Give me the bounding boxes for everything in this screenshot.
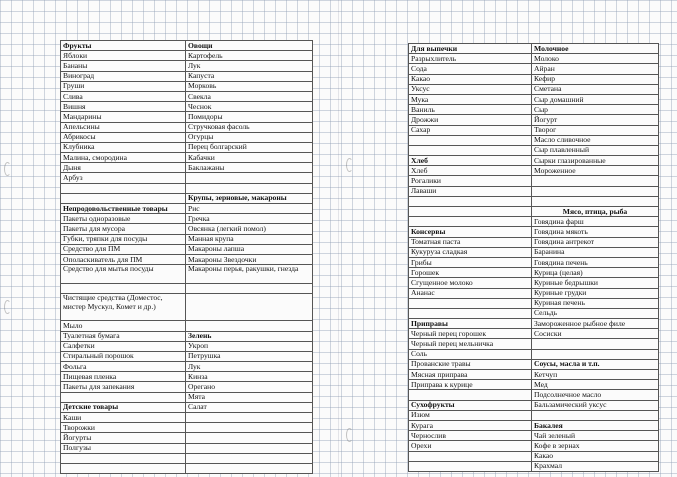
list-cell: Говядина печень [532,257,659,267]
list-cell: Горошек [409,268,532,278]
list-cell: Полгузы [61,443,186,453]
table-row [61,71,313,81]
list-cell [186,413,313,423]
list-cell: Гречка [186,214,313,224]
list-cell: Уксус [409,84,532,94]
list-cell: Арбуз [61,173,186,183]
list-cell: Творожки [61,423,186,433]
table-row [409,441,659,451]
list-cell [409,298,532,308]
table-row [409,410,659,420]
table-row [61,321,313,331]
table-row [61,372,313,382]
table-row [61,234,313,244]
table-row [409,135,659,145]
list-cell: Клубника [61,142,186,152]
list-cell: Фольга [61,362,186,372]
table-row [61,351,313,361]
list-cell: Крупы, зерновые, макароны [186,193,313,203]
table-row [409,176,659,186]
table-row [409,278,659,288]
list-cell [409,207,532,217]
table-row [409,390,659,400]
table-row [61,382,313,392]
list-cell: Пакеты для запекания [61,382,186,392]
table-row [409,115,659,125]
table-row [61,41,313,51]
list-cell: Абрикосы [61,132,186,142]
list-cell [409,451,532,461]
list-cell: Курица (целая) [532,268,659,278]
table-row [409,451,659,461]
list-cell: Ополаскиватель для ПМ [61,254,186,264]
table-row [409,268,659,278]
list-cell [186,173,313,183]
table-row [61,204,313,214]
list-cell: Макароны перья, ракушки, гнезда [186,265,313,284]
list-cell: Салат [186,402,313,412]
shopping-list-left-table [60,40,313,474]
list-cell [532,410,659,420]
list-cell: Говядина фарш [532,217,659,227]
table-row [409,329,659,339]
table-row [61,392,313,402]
list-cell: Пакеты одноразовые [61,214,186,224]
page-fold [338,0,339,477]
list-cell: Сахар [409,125,532,135]
list-cell: Прованские травы [409,359,532,369]
list-cell: Дыня [61,163,186,173]
list-cell: Черный перец горошек [409,329,532,339]
list-cell: Какао [409,74,532,84]
list-cell: Мясо, птица, рыба [532,207,659,217]
list-cell: Мыло [61,321,186,331]
list-cell: Кофе в зернах [532,441,659,451]
table-row [409,105,659,115]
table-row [61,265,313,284]
list-cell [61,392,186,402]
table-row [409,247,659,257]
list-cell: Мед [532,380,659,390]
list-cell: Фрукты [61,41,186,51]
list-cell: Рис [186,204,313,214]
list-cell: Сгущенное молоко [409,278,532,288]
table-row [61,51,313,61]
list-cell: Туалетная бумага [61,331,186,341]
table-row [61,153,313,163]
list-cell [186,183,313,193]
list-cell: Сухофрукты [409,400,532,410]
table-row [61,183,313,193]
list-cell: Ананас [409,288,532,298]
table-row [61,413,313,423]
table-row [409,84,659,94]
list-cell [186,423,313,433]
list-cell: Овощи [186,41,313,51]
table-row [409,237,659,247]
list-cell: Консервы [409,227,532,237]
list-cell: Сырки глазированные [532,156,659,166]
list-cell [186,321,313,331]
list-cell: Макароны лапша [186,244,313,254]
list-cell: Апельсины [61,122,186,132]
list-cell: Непродовольственные товары [61,204,186,214]
list-cell: Бананы [61,61,186,71]
table-row [61,112,313,122]
table-row [409,125,659,135]
list-cell [409,308,532,318]
list-cell: Дрожжи [409,115,532,125]
list-cell: Хлеб [409,156,532,166]
list-cell [61,193,186,203]
table-row [409,145,659,155]
list-cell: Айран [532,64,659,74]
list-cell: Пищевая пленка [61,372,186,382]
table-row [61,433,313,443]
table-row [61,102,313,112]
list-cell: Соусы, масла и т.п. [532,359,659,369]
list-cell: Куриные грудки [532,288,659,298]
table-row [409,217,659,227]
table-row [61,453,313,463]
list-cell: Кабачки [186,153,313,163]
table-row [409,319,659,329]
list-cell: Салфетки [61,341,186,351]
list-cell [186,433,313,443]
table-row [409,207,659,217]
table-row [61,81,313,91]
list-cell: Чернослив [409,431,532,441]
table-row [61,341,313,351]
table-row [409,370,659,380]
list-cell: Стиральный порошок [61,351,186,361]
list-cell [532,196,659,206]
table-row [409,420,659,430]
list-cell [409,390,532,400]
list-cell: Капуста [186,71,313,81]
list-cell: Малина, смородина [61,153,186,163]
list-cell: Молочное [532,44,659,54]
list-cell: Картофель [186,51,313,61]
list-cell: Соль [409,349,532,359]
list-cell: Хлеб [409,166,532,176]
table-row [61,254,313,264]
table-row [61,173,313,183]
table-row [61,91,313,101]
list-cell: Чистящие средства (Доместос, мистер Мускул, Комет и др.) [61,294,186,321]
table-row [409,461,659,471]
list-cell: Крахмал [532,461,659,471]
table-row [409,308,659,318]
list-cell: Манная крупа [186,234,313,244]
list-cell: Стручковая фасоль [186,122,313,132]
list-cell: Приправа к курице [409,380,532,390]
list-cell: Перец болгарский [186,142,313,152]
table-row [61,214,313,224]
list-cell: Укроп [186,341,313,351]
list-cell [186,453,313,463]
list-cell: Томатная паста [409,237,532,247]
table-row [409,64,659,74]
list-cell: Средство для ПМ [61,244,186,254]
table-row [409,44,659,54]
table-row [409,166,659,176]
table-row [409,196,659,206]
list-cell: Йогурт [532,115,659,125]
list-cell [61,183,186,193]
table-row [61,331,313,341]
list-cell: Ваниль [409,105,532,115]
list-cell: Говядина антрекот [532,237,659,247]
list-cell: Сметана [532,84,659,94]
list-cell: Изюм [409,410,532,420]
list-cell [61,284,186,294]
table-row [409,54,659,64]
table-row [61,284,313,294]
list-cell: Средство для мытья посуды [61,265,186,284]
list-cell: Сода [409,64,532,74]
list-cell: Лук [186,61,313,71]
list-cell: Груши [61,81,186,91]
table-row [409,94,659,104]
list-cell: Свекла [186,91,313,101]
list-cell: Чай зеленый [532,431,659,441]
list-cell: Сельдь [532,308,659,318]
list-cell: Мандарины [61,112,186,122]
list-cell: Рогалики [409,176,532,186]
list-cell: Подсолнечное масло [532,390,659,400]
list-cell [186,443,313,453]
list-cell: Сыр [532,105,659,115]
table-row [61,132,313,142]
table-row [409,380,659,390]
table-row [61,122,313,132]
list-cell: Мясная приправа [409,370,532,380]
list-cell: Помидоры [186,112,313,122]
list-cell [186,463,313,473]
table-row [61,402,313,412]
list-cell: Куриная печень [532,298,659,308]
table-row [409,298,659,308]
list-cell: Вишня [61,102,186,112]
list-cell [409,145,532,155]
list-cell [409,217,532,227]
list-cell: Замороженное рыбное филе [532,319,659,329]
list-cell: Приправы [409,319,532,329]
list-cell: Орегано [186,382,313,392]
list-cell [186,284,313,294]
list-cell: Баранина [532,247,659,257]
list-cell: Сыр домашний [532,94,659,104]
table-row [409,288,659,298]
list-cell: Мята [186,392,313,402]
list-cell: Лук [186,362,313,372]
list-cell: Губки, тряпки для посуды [61,234,186,244]
list-cell [61,453,186,463]
list-cell: Йогурты [61,433,186,443]
list-cell: Мука [409,94,532,104]
list-cell: Морковь [186,81,313,91]
table-row [409,74,659,84]
list-cell: Курага [409,420,532,430]
list-cell: Куриные бедрышки [532,278,659,288]
list-cell [409,461,532,471]
list-cell: Пакеты для мусора [61,224,186,234]
list-cell: Сосиски [532,329,659,339]
table-row [61,463,313,473]
list-cell: Кетчуп [532,370,659,380]
list-cell [61,463,186,473]
list-cell: Яблоки [61,51,186,61]
list-cell [532,349,659,359]
list-cell: Для выпечки [409,44,532,54]
table-row [61,362,313,372]
list-cell: Слива [61,91,186,101]
list-cell: Макароны Звездочки [186,254,313,264]
list-cell: Огурцы [186,132,313,142]
table-row [61,294,313,321]
list-cell: Мороженное [532,166,659,176]
table-row [61,163,313,173]
punch-hole [4,300,11,314]
punch-hole [4,162,11,176]
table-row [409,431,659,441]
list-cell: Кукуруза сладкая [409,247,532,257]
table-row [409,349,659,359]
list-cell: Молоко [532,54,659,64]
table-row [409,257,659,267]
table-row [61,224,313,234]
table-row [61,244,313,254]
table-row [409,339,659,349]
list-cell: Сыр плавленный [532,145,659,155]
table-row [409,156,659,166]
shopping-list-right-table [408,43,659,472]
table-row [61,423,313,433]
list-cell: Орехи [409,441,532,451]
list-cell [532,176,659,186]
list-cell [409,135,532,145]
list-cell: Каши [61,413,186,423]
punch-hole [346,158,353,172]
list-cell: Творог [532,125,659,135]
table-row [61,443,313,453]
list-cell: Зелень [186,331,313,341]
list-cell [409,196,532,206]
list-cell: Разрыхлитель [409,54,532,64]
list-cell: Детские товары [61,402,186,412]
list-cell: Масло сливочное [532,135,659,145]
list-cell [186,294,313,321]
table-row [409,227,659,237]
list-cell: Какао [532,451,659,461]
table-row [61,193,313,203]
list-cell: Говядина мякоть [532,227,659,237]
list-cell: Баклажаны [186,163,313,173]
list-cell: Чеснок [186,102,313,112]
list-cell: Кинза [186,372,313,382]
list-cell [532,186,659,196]
list-cell: Бальзамический уксус [532,400,659,410]
table-row [409,186,659,196]
punch-hole [346,428,353,442]
list-cell: Грибы [409,257,532,267]
list-cell: Виноград [61,71,186,81]
table-row [61,142,313,152]
list-cell: Петрушка [186,351,313,361]
list-cell: Лаваши [409,186,532,196]
list-cell: Черный перец мельничка [409,339,532,349]
list-cell: Овсянка (легкий помол) [186,224,313,234]
list-cell [532,339,659,349]
table-row [409,359,659,369]
list-cell: Бакалея [532,420,659,430]
table-row [409,400,659,410]
list-cell: Кефир [532,74,659,84]
table-row [61,61,313,71]
